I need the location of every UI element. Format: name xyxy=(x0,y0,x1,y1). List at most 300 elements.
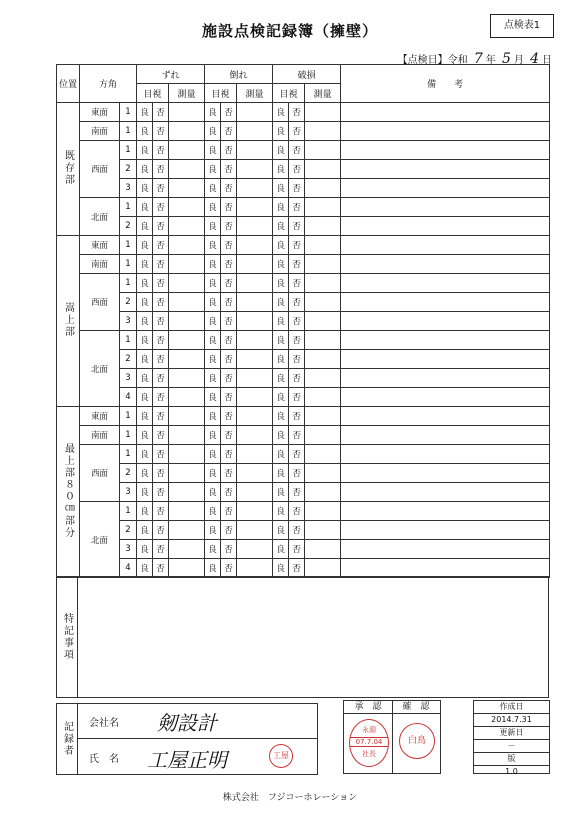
zure-ng-mark: 否 xyxy=(153,521,169,540)
taore-ok-mark: 良 xyxy=(208,450,217,460)
zure-ok-mark: 良 xyxy=(140,488,149,498)
zure-visual-header: 目視 xyxy=(137,84,169,103)
table-row xyxy=(57,217,550,236)
section-label: 最上部８０㎝部分 xyxy=(62,442,74,539)
zure-ng-mark: 否 xyxy=(153,426,169,445)
taore-ok-mark: 良 xyxy=(208,564,217,574)
zure-ok-mark: 良 xyxy=(140,108,149,118)
table-row xyxy=(57,141,550,160)
date-year: 7 xyxy=(473,51,483,67)
hason-ng-mark: 否 xyxy=(289,464,305,483)
zure-survey-cell xyxy=(169,426,205,445)
hason-ng-mark: 否 xyxy=(289,369,305,388)
name-label: 氏 名 xyxy=(89,754,119,765)
zure-ok-mark: 良 xyxy=(140,184,149,194)
table-row xyxy=(57,521,550,540)
row-number: 2 xyxy=(120,160,137,179)
taore-ok-mark: 良 xyxy=(208,317,217,327)
hason-ng-mark: 否 xyxy=(289,540,305,559)
zure-ng-mark: 否 xyxy=(153,350,169,369)
hason-survey-cell xyxy=(305,274,341,293)
zure-ok-mark: 良 xyxy=(140,355,149,365)
remarks-cell xyxy=(341,274,550,293)
hason-survey-cell xyxy=(305,350,341,369)
table-row xyxy=(57,331,550,350)
remarks-cell xyxy=(341,141,550,160)
remarks-cell xyxy=(341,407,550,426)
taore-ng-mark: 否 xyxy=(221,502,237,521)
row-number: 2 xyxy=(120,293,137,312)
hason-ng-mark: 否 xyxy=(289,198,305,217)
taore-ng-mark: 否 xyxy=(221,160,237,179)
direction-cell: 西面 xyxy=(80,141,120,198)
taore-survey-cell xyxy=(237,445,273,464)
direction-cell: 南面 xyxy=(80,426,120,445)
table-row xyxy=(57,255,550,274)
hason-survey-cell xyxy=(305,407,341,426)
hason-ok-mark: 良 xyxy=(276,317,285,327)
hason-ng-mark: 否 xyxy=(289,502,305,521)
revision-box xyxy=(473,700,550,774)
taore-ng-mark: 否 xyxy=(221,274,237,293)
taore-ok-mark: 良 xyxy=(208,165,217,175)
zure-survey-cell xyxy=(169,141,205,160)
hason-survey-cell xyxy=(305,426,341,445)
row-number: 1 xyxy=(120,198,137,217)
taore-survey-cell xyxy=(237,312,273,331)
taore-survey-cell xyxy=(237,502,273,521)
approval-stamp-bottom: 社長 xyxy=(362,750,376,758)
table-row xyxy=(57,483,550,502)
zure-ok-mark: 良 xyxy=(140,165,149,175)
taore-ok-mark: 良 xyxy=(208,127,217,137)
taore-survey-cell xyxy=(237,217,273,236)
taore-ok-mark: 良 xyxy=(208,241,217,251)
table-row xyxy=(57,179,550,198)
zure-header: ずれ xyxy=(137,65,205,84)
zure-ng-mark: 否 xyxy=(153,274,169,293)
remarks-cell xyxy=(341,217,550,236)
hason-ok-mark: 良 xyxy=(276,507,285,517)
hason-survey-cell xyxy=(305,179,341,198)
direction-cell: 北面 xyxy=(80,198,120,236)
remarks-cell xyxy=(341,312,550,331)
special-notes-label: 特記事項 xyxy=(61,613,73,661)
hason-survey-cell xyxy=(305,483,341,502)
direction-cell: 西面 xyxy=(80,274,120,331)
zure-survey-cell xyxy=(169,255,205,274)
taore-ng-mark: 否 xyxy=(221,122,237,141)
row-number: 2 xyxy=(120,350,137,369)
zure-ok-mark: 良 xyxy=(140,526,149,536)
taore-ok-mark: 良 xyxy=(208,526,217,536)
taore-survey-cell xyxy=(237,388,273,407)
hason-survey-cell xyxy=(305,331,341,350)
taore-survey-header: 測量 xyxy=(237,84,273,103)
row-number: 1 xyxy=(120,255,137,274)
remarks-cell xyxy=(341,521,550,540)
hason-ok-mark: 良 xyxy=(276,545,285,555)
company-label: 会社名 xyxy=(89,718,119,729)
confirm-header: 確 認 xyxy=(392,701,440,714)
taore-ok-mark: 良 xyxy=(208,431,217,441)
direction-cell: 北面 xyxy=(80,502,120,578)
position-header: 位置 xyxy=(57,65,80,103)
hason-ok-mark: 良 xyxy=(276,431,285,441)
zure-ok-mark: 良 xyxy=(140,336,149,346)
remarks-cell xyxy=(341,502,550,521)
taore-ng-mark: 否 xyxy=(221,483,237,502)
zure-survey-cell xyxy=(169,217,205,236)
hason-ok-mark: 良 xyxy=(276,241,285,251)
remarks-cell xyxy=(341,369,550,388)
hason-survey-cell xyxy=(305,445,341,464)
zure-survey-cell xyxy=(169,559,205,578)
table-row xyxy=(57,122,550,141)
approve-header: 承 認 xyxy=(344,701,393,714)
form-number: 点検表1 xyxy=(490,14,554,38)
recorder-label: 記録者 xyxy=(61,721,73,757)
hason-ok-mark: 良 xyxy=(276,450,285,460)
hason-ng-mark: 否 xyxy=(289,331,305,350)
hason-ok-mark: 良 xyxy=(276,184,285,194)
taore-ng-mark: 否 xyxy=(221,426,237,445)
taore-ng-mark: 否 xyxy=(221,236,237,255)
table-row xyxy=(57,464,550,483)
hason-ok-mark: 良 xyxy=(276,165,285,175)
zure-ok-mark: 良 xyxy=(140,279,149,289)
table-row xyxy=(57,350,550,369)
taore-survey-cell xyxy=(237,122,273,141)
zure-survey-cell xyxy=(169,407,205,426)
recorder-seal: 工屋 xyxy=(269,744,293,768)
taore-header: 倒れ xyxy=(205,65,273,84)
taore-survey-cell xyxy=(237,141,273,160)
taore-ok-mark: 良 xyxy=(208,203,217,213)
name-value: 工屋正明 xyxy=(147,748,227,772)
direction-cell: 北面 xyxy=(80,331,120,407)
hason-ok-mark: 良 xyxy=(276,336,285,346)
taore-ng-mark: 否 xyxy=(221,103,237,122)
zure-ng-mark: 否 xyxy=(153,502,169,521)
row-number: 1 xyxy=(120,141,137,160)
row-number: 1 xyxy=(120,426,137,445)
taore-ok-mark: 良 xyxy=(208,108,217,118)
remarks-cell xyxy=(341,103,550,122)
remarks-cell xyxy=(341,331,550,350)
zure-ng-mark: 否 xyxy=(153,407,169,426)
hason-ok-mark: 良 xyxy=(276,298,285,308)
taore-survey-cell xyxy=(237,464,273,483)
hason-ok-mark: 良 xyxy=(276,127,285,137)
direction-cell: 南面 xyxy=(80,122,120,141)
hason-ng-mark: 否 xyxy=(289,217,305,236)
zure-ng-mark: 否 xyxy=(153,103,169,122)
taore-survey-cell xyxy=(237,369,273,388)
remarks-header: 備 考 xyxy=(341,65,550,103)
zure-ok-mark: 良 xyxy=(140,374,149,384)
hason-survey-cell xyxy=(305,103,341,122)
hason-ng-mark: 否 xyxy=(289,388,305,407)
name-row xyxy=(77,739,317,773)
row-number: 1 xyxy=(120,502,137,521)
zure-ok-mark: 良 xyxy=(140,260,149,270)
taore-survey-cell xyxy=(237,236,273,255)
date-year-unit: 年 xyxy=(485,55,496,66)
table-row xyxy=(57,388,550,407)
zure-ok-mark: 良 xyxy=(140,507,149,517)
hason-ng-mark: 否 xyxy=(289,559,305,578)
hason-survey-header: 測量 xyxy=(305,84,341,103)
taore-ng-mark: 否 xyxy=(221,559,237,578)
taore-ok-mark: 良 xyxy=(208,184,217,194)
zure-ok-mark: 良 xyxy=(140,127,149,137)
zure-ng-mark: 否 xyxy=(153,331,169,350)
taore-ng-mark: 否 xyxy=(221,521,237,540)
hason-survey-cell xyxy=(305,388,341,407)
recorder-box xyxy=(56,703,318,775)
zure-ok-mark: 良 xyxy=(140,241,149,251)
taore-ok-mark: 良 xyxy=(208,507,217,517)
taore-survey-cell xyxy=(237,559,273,578)
zure-survey-cell xyxy=(169,293,205,312)
hason-ng-mark: 否 xyxy=(289,445,305,464)
hason-survey-cell xyxy=(305,141,341,160)
updated-value: － xyxy=(507,741,516,750)
row-number: 3 xyxy=(120,483,137,502)
remarks-cell xyxy=(341,483,550,502)
table-row xyxy=(57,540,550,559)
zure-survey-cell xyxy=(169,388,205,407)
taore-ok-mark: 良 xyxy=(208,146,217,156)
row-number: 2 xyxy=(120,217,137,236)
taore-ok-mark: 良 xyxy=(208,336,217,346)
date-era: 令和 xyxy=(447,55,468,66)
direction-cell: 東面 xyxy=(80,236,120,255)
direction-header: 方角 xyxy=(80,65,137,103)
zure-survey-cell xyxy=(169,274,205,293)
date-month: 5 xyxy=(501,51,511,67)
zure-ng-mark: 否 xyxy=(153,179,169,198)
zure-ok-mark: 良 xyxy=(140,317,149,327)
taore-survey-cell xyxy=(237,293,273,312)
zure-survey-cell xyxy=(169,331,205,350)
date-day: 4 xyxy=(530,51,539,67)
taore-ok-mark: 良 xyxy=(208,355,217,365)
taore-ok-mark: 良 xyxy=(208,488,217,498)
hason-survey-cell xyxy=(305,160,341,179)
table-row xyxy=(57,502,550,521)
taore-survey-cell xyxy=(237,331,273,350)
taore-ng-mark: 否 xyxy=(221,369,237,388)
zure-ng-mark: 否 xyxy=(153,559,169,578)
zure-survey-cell xyxy=(169,312,205,331)
zure-ng-mark: 否 xyxy=(153,464,169,483)
row-number: 4 xyxy=(120,388,137,407)
remarks-cell xyxy=(341,464,550,483)
hason-ng-mark: 否 xyxy=(289,293,305,312)
taore-ok-mark: 良 xyxy=(208,469,217,479)
taore-survey-cell xyxy=(237,426,273,445)
hason-survey-cell xyxy=(305,312,341,331)
hason-ok-mark: 良 xyxy=(276,393,285,403)
remarks-cell xyxy=(341,179,550,198)
row-number: 2 xyxy=(120,464,137,483)
zure-ok-mark: 良 xyxy=(140,469,149,479)
hason-header: 破損 xyxy=(273,65,341,84)
hason-ok-mark: 良 xyxy=(276,488,285,498)
company-value: 剱設計 xyxy=(157,711,217,735)
zure-survey-cell xyxy=(169,160,205,179)
row-number: 1 xyxy=(120,274,137,293)
zure-survey-cell xyxy=(169,483,205,502)
date-month-unit: 月 xyxy=(513,55,524,66)
hason-ok-mark: 良 xyxy=(276,279,285,289)
hason-ng-mark: 否 xyxy=(289,122,305,141)
hason-survey-cell xyxy=(305,293,341,312)
hason-survey-cell xyxy=(305,217,341,236)
taore-ok-mark: 良 xyxy=(208,260,217,270)
zure-ok-mark: 良 xyxy=(140,412,149,422)
table-row xyxy=(57,445,550,464)
direction-cell: 南面 xyxy=(80,255,120,274)
taore-ng-mark: 否 xyxy=(221,540,237,559)
taore-survey-cell xyxy=(237,540,273,559)
table-row xyxy=(57,103,550,122)
zure-ok-mark: 良 xyxy=(140,222,149,232)
table-row xyxy=(57,160,550,179)
row-number: 1 xyxy=(120,445,137,464)
zure-survey-cell xyxy=(169,350,205,369)
hason-ng-mark: 否 xyxy=(289,350,305,369)
row-number: 1 xyxy=(120,236,137,255)
taore-ok-mark: 良 xyxy=(208,298,217,308)
zure-survey-cell xyxy=(169,122,205,141)
zure-survey-cell xyxy=(169,521,205,540)
zure-ng-mark: 否 xyxy=(153,141,169,160)
direction-cell: 東面 xyxy=(80,407,120,426)
taore-ok-mark: 良 xyxy=(208,412,217,422)
zure-ng-mark: 否 xyxy=(153,217,169,236)
remarks-cell xyxy=(341,559,550,578)
version-label: 版 xyxy=(474,752,549,766)
table-row xyxy=(57,369,550,388)
remarks-cell xyxy=(341,122,550,141)
hason-ng-mark: 否 xyxy=(289,255,305,274)
zure-survey-cell xyxy=(169,198,205,217)
zure-survey-cell xyxy=(169,502,205,521)
row-number: 4 xyxy=(120,559,137,578)
row-number: 1 xyxy=(120,407,137,426)
zure-survey-cell xyxy=(169,445,205,464)
remarks-cell xyxy=(341,160,550,179)
row-number: 1 xyxy=(120,331,137,350)
taore-ng-mark: 否 xyxy=(221,141,237,160)
remarks-cell xyxy=(341,388,550,407)
hason-survey-cell xyxy=(305,369,341,388)
taore-visual-header: 目視 xyxy=(205,84,237,103)
zure-ng-mark: 否 xyxy=(153,312,169,331)
taore-survey-cell xyxy=(237,179,273,198)
hason-survey-cell xyxy=(305,464,341,483)
hason-ok-mark: 良 xyxy=(276,412,285,422)
taore-ng-mark: 否 xyxy=(221,445,237,464)
special-notes-box xyxy=(56,576,549,698)
hason-ng-mark: 否 xyxy=(289,160,305,179)
zure-ng-mark: 否 xyxy=(153,388,169,407)
hason-ng-mark: 否 xyxy=(289,312,305,331)
zure-ng-mark: 否 xyxy=(153,445,169,464)
remarks-cell xyxy=(341,236,550,255)
hason-ng-mark: 否 xyxy=(289,141,305,160)
zure-ok-mark: 良 xyxy=(140,431,149,441)
row-number: 1 xyxy=(120,122,137,141)
row-number: 1 xyxy=(120,103,137,122)
taore-ng-mark: 否 xyxy=(221,407,237,426)
table-row xyxy=(57,312,550,331)
zure-ok-mark: 良 xyxy=(140,450,149,460)
remarks-cell xyxy=(341,445,550,464)
hason-ok-mark: 良 xyxy=(276,526,285,536)
remarks-cell xyxy=(341,350,550,369)
zure-ok-mark: 良 xyxy=(140,393,149,403)
hason-survey-cell xyxy=(305,559,341,578)
zure-survey-cell xyxy=(169,369,205,388)
taore-ng-mark: 否 xyxy=(221,312,237,331)
approval-stamp-date: 07.7.04 xyxy=(350,737,388,747)
zure-ok-mark: 良 xyxy=(140,203,149,213)
zure-ng-mark: 否 xyxy=(153,122,169,141)
remarks-cell xyxy=(341,426,550,445)
taore-ng-mark: 否 xyxy=(221,293,237,312)
taore-ng-mark: 否 xyxy=(221,179,237,198)
table-row xyxy=(57,236,550,255)
hason-ng-mark: 否 xyxy=(289,179,305,198)
taore-ok-mark: 良 xyxy=(208,279,217,289)
taore-survey-cell xyxy=(237,198,273,217)
zure-ng-mark: 否 xyxy=(153,255,169,274)
zure-survey-cell xyxy=(169,179,205,198)
zure-ok-mark: 良 xyxy=(140,545,149,555)
taore-ok-mark: 良 xyxy=(208,374,217,384)
zure-ng-mark: 否 xyxy=(153,160,169,179)
created-value: 2014.7.31 xyxy=(491,715,532,724)
taore-ng-mark: 否 xyxy=(221,350,237,369)
remarks-cell xyxy=(341,255,550,274)
row-number: 3 xyxy=(120,540,137,559)
hason-ok-mark: 良 xyxy=(276,355,285,365)
zure-ng-mark: 否 xyxy=(153,198,169,217)
table-row xyxy=(57,274,550,293)
zure-ng-mark: 否 xyxy=(153,483,169,502)
taore-ng-mark: 否 xyxy=(221,255,237,274)
hason-ok-mark: 良 xyxy=(276,146,285,156)
hason-ok-mark: 良 xyxy=(276,222,285,232)
section-label: 嵩上部 xyxy=(62,301,74,338)
row-number: 3 xyxy=(120,369,137,388)
updated-label: 更新日 xyxy=(474,726,549,740)
table-row xyxy=(57,293,550,312)
taore-survey-cell xyxy=(237,350,273,369)
hason-survey-cell xyxy=(305,521,341,540)
hason-survey-cell xyxy=(305,198,341,217)
hason-survey-cell xyxy=(305,540,341,559)
remarks-cell xyxy=(341,293,550,312)
taore-ng-mark: 否 xyxy=(221,464,237,483)
hason-ng-mark: 否 xyxy=(289,274,305,293)
direction-cell: 西面 xyxy=(80,445,120,502)
inspection-table xyxy=(56,64,550,578)
